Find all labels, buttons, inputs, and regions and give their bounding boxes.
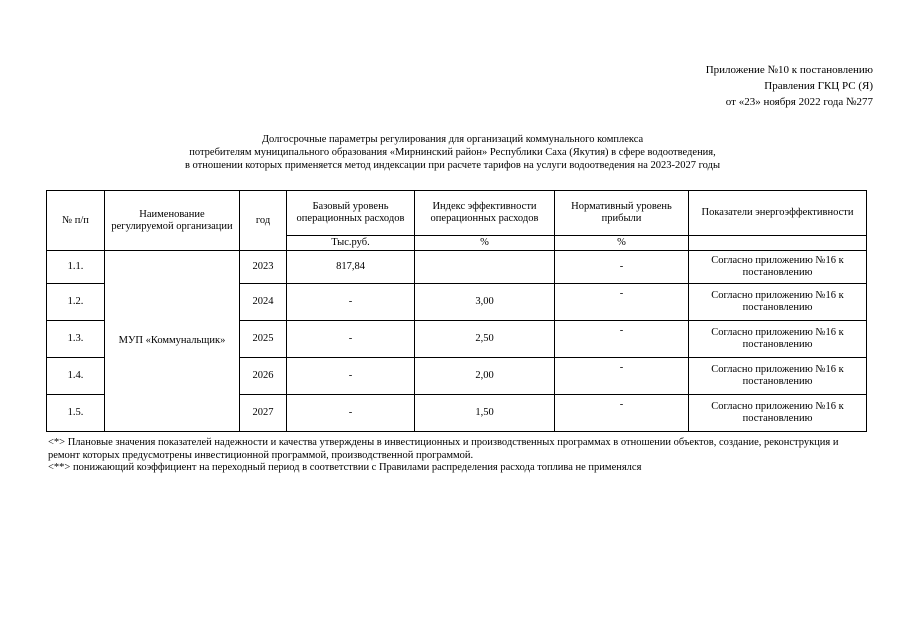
- header-efficiency-index: Индекс эффективности операционных расходов: [415, 191, 555, 236]
- parameters-table: [46, 190, 867, 432]
- row-energy: Согласно приложению №16 к постановлению: [689, 284, 867, 321]
- row-index: 2,50: [415, 321, 555, 358]
- table-row: [47, 251, 867, 284]
- document-title: [40, 133, 865, 172]
- row-num: 1.1.: [47, 251, 105, 284]
- row-num: 1.4.: [47, 358, 105, 395]
- row-energy: Согласно приложению №16 к постановлению: [689, 321, 867, 358]
- unit-energy: [689, 236, 867, 251]
- footnote-1: <*> Плановые значения показателей надежности и качества утверждены в инвестиционных и производственных программах в отношении объектов, создание, реконструкция и ремонт которых предусмотрены инвестиционной программой, производственной программой.: [48, 437, 839, 461]
- row-year: 2024: [240, 284, 287, 321]
- header-line-3: от «23» ноября 2022 года №277: [725, 96, 873, 108]
- row-energy: Согласно приложению №16 к постановлению: [689, 358, 867, 395]
- table-header-row: [47, 191, 867, 236]
- row-base: -: [287, 358, 415, 395]
- title-line-3: в отношении которых применяется метод индексации при расчете тарифов на услуги водоотведения на 2023-2027 годы: [184, 160, 721, 171]
- row-base: -: [287, 284, 415, 321]
- row-index: 2,00: [415, 358, 555, 395]
- row-base: -: [287, 321, 415, 358]
- row-profit: -: [555, 284, 689, 321]
- row-profit: -: [555, 321, 689, 358]
- row-profit: -: [555, 251, 689, 284]
- footnotes: [48, 437, 868, 475]
- header-base-level: Базовый уровень операционных расходов: [287, 191, 415, 236]
- header-profit-level: Нормативный уровень прибыли: [555, 191, 689, 236]
- row-profit: -: [555, 395, 689, 432]
- row-index: 3,00: [415, 284, 555, 321]
- header-organization: Наименование регулируемой организации: [105, 191, 240, 251]
- unit-index: %: [415, 236, 555, 251]
- row-index: [415, 251, 555, 284]
- row-year: 2026: [240, 358, 287, 395]
- document-header: [706, 62, 873, 110]
- header-year: год: [240, 191, 287, 251]
- title-line-1: Долгосрочные параметры регулирования для организаций коммунального комплекса: [261, 134, 644, 145]
- row-year: 2023: [240, 251, 287, 284]
- organization-name: МУП «Коммунальщик»: [105, 251, 240, 432]
- row-energy: Согласно приложению №16 к постановлению: [689, 251, 867, 284]
- header-energy-efficiency: Показатели энергоэффективности: [689, 191, 867, 236]
- title-line-2: потребителям муниципального образования «Мирнинский район» Республики Саха (Якутия) в сфере водоотведения,: [189, 147, 716, 158]
- row-base: -: [287, 395, 415, 432]
- row-num: 1.5.: [47, 395, 105, 432]
- header-line-1: Приложение №10 к постановлению: [705, 64, 873, 76]
- row-index: 1,50: [415, 395, 555, 432]
- unit-base: Тыс.руб.: [287, 236, 415, 251]
- row-year: 2027: [240, 395, 287, 432]
- footnote-2: <**> понижающий коэффициент на переходный период в соответствии с Правилами распределения расхода топлива не применялся: [48, 462, 642, 473]
- row-num: 1.2.: [47, 284, 105, 321]
- header-line-2: Правления ГКЦ РС (Я): [764, 80, 873, 92]
- row-year: 2025: [240, 321, 287, 358]
- row-num: 1.3.: [47, 321, 105, 358]
- unit-profit: %: [555, 236, 689, 251]
- row-profit: -: [555, 358, 689, 395]
- header-num: № п/п: [47, 191, 105, 251]
- row-energy: Согласно приложению №16 к постановлению: [689, 395, 867, 432]
- row-base: 817,84: [287, 251, 415, 284]
